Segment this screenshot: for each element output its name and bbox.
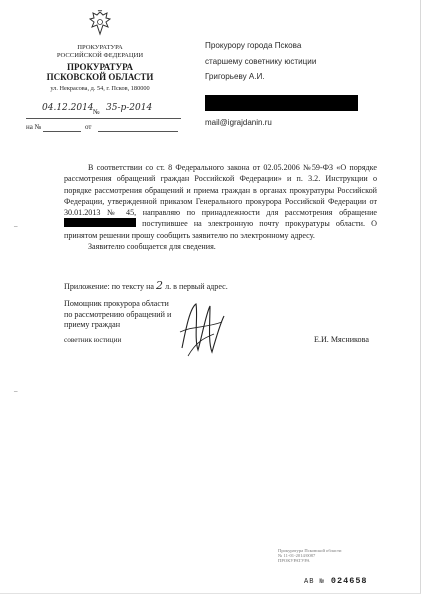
body-paragraph-2: Заявителю сообщается для сведения. xyxy=(88,242,216,252)
reg-number: 35-р-2014 xyxy=(106,103,153,113)
signer-name: Е.И. Мясникова xyxy=(314,335,369,344)
sender-line3: ПРОКУРАТУРА xyxy=(67,62,133,72)
registration-stamp xyxy=(278,548,341,564)
signer-line3: приему граждан xyxy=(64,320,121,329)
stamp-line1: Прокуратура Псковской области xyxy=(278,548,342,553)
ref-from: от xyxy=(85,123,92,131)
sender-line4: ПСКОВСКОЙ ОБЛАСТИ xyxy=(46,72,154,82)
margin-mark: – xyxy=(14,222,18,230)
serial-number xyxy=(304,576,368,586)
redacted-name xyxy=(64,218,136,227)
recipient-line1: Прокурору города Пскова xyxy=(205,41,302,50)
attachment-count: 2 xyxy=(156,279,164,292)
attachment-suffix: л. в первый адрес. xyxy=(165,282,228,291)
signer-line2: по рассмотрению обращений и xyxy=(64,309,172,319)
stamp-line3: ПРОКУРАТУРА xyxy=(278,558,310,564)
signer-rank: советник юстиции xyxy=(64,335,122,344)
recipient-line3: Григорьеву А.И. xyxy=(205,72,265,82)
recipient-email: mail@igrajdanin.ru xyxy=(205,118,272,127)
attachment-line xyxy=(64,279,228,292)
body-paragraph-1-tail: поступившее на электронную почту прокуратуры области. О принятом решении прошу сообщить заявителю по электронному адресу. xyxy=(64,219,377,240)
registration-block: 04.12.2014 № 35-р-2014 на № от xyxy=(26,111,181,139)
letter-body xyxy=(64,162,377,252)
serial-prefix: АВ № xyxy=(304,578,325,586)
ref-label: на № xyxy=(26,123,42,131)
signer-block xyxy=(64,299,171,331)
recipient-line2: старшему советнику юстиции xyxy=(205,56,317,66)
body-paragraph-1: В соответствии со ст. 8 Федерального закона от 02.05.2006 №59-ФЗ «О порядке рассмотрения обращений граждан Российской Федерации» и п. 3.2. Инструкции о порядке рассмотрения обращений и приема граждан в органах прокуратуры Российской Федерации, утвержденной приказом Генерального прокурора Российской Федерации от 30.01.2013 № 45, направляю по принадлежности для рассмотрения обращение xyxy=(64,163,377,218)
reg-date: 04.12.2014 xyxy=(42,103,94,113)
margin-mark: – xyxy=(14,387,18,395)
sender-block xyxy=(26,8,174,93)
serial-value: 024658 xyxy=(330,576,368,586)
signature-icon xyxy=(176,298,228,360)
redacted-address xyxy=(205,95,358,111)
sender-line2: РОССИЙСКОЙ ФЕДЕРАЦИИ xyxy=(56,52,144,59)
stamp-line2: № 11-01-2014/0087 xyxy=(278,553,316,559)
recipient-block xyxy=(205,38,316,85)
sender-address: ул. Некрасова, д. 54, г. Псков, 180000 xyxy=(50,85,150,92)
signer-line1: Помощник прокурора области xyxy=(64,299,169,308)
sender-line1: ПРОКУРАТУРА xyxy=(77,44,123,51)
attachment-prefix: Приложение: по тексту на xyxy=(64,282,154,291)
